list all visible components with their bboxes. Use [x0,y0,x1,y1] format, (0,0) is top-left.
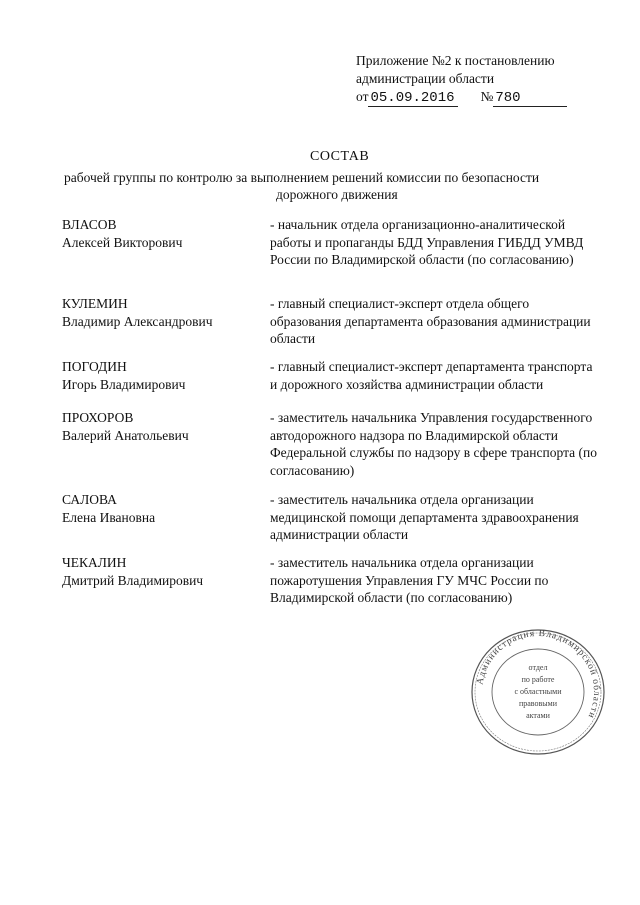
member-name [62,295,262,330]
appendix-line-1: Приложение №2 к постановлению [356,53,555,68]
member-given-name: Елена Ивановна [62,509,156,525]
member-surname: САЛОВА [62,492,117,507]
stamp-outer-text: Администрация Владимирской области [475,628,602,721]
decree-number: 780 [493,91,567,107]
member-given-name: Валерий Анатольевич [62,427,189,443]
stamp-inner-line: актами [526,711,550,720]
official-stamp [468,627,608,757]
member-role: - заместитель начальника Управления государственного автодорожного надзора по Владимирской области Федеральной службы по надзору в сфере транспорта (по согласованию) [270,410,597,478]
member-surname: КУЛЕМИН [62,296,128,311]
member-role: - главный специалист-эксперт отдела общего образования департамента образования администрации области [270,296,591,346]
stamp-inner-line: по работе [521,675,555,684]
appendix-date-line [356,88,616,107]
member-role: - начальник отдела организационно-аналитической работы и пропаганды БДД Управления ГИБДД УМВД России по Владимирской области (по согласованию) [270,217,584,267]
member-surname: ВЛАСОВ [62,217,117,232]
number-label: № [480,89,494,104]
stamp-inner-line: отдел [528,663,548,672]
from-label: от [356,89,369,104]
member-name [62,491,262,526]
member-given-name: Игорь Владимирович [62,376,186,392]
appendix-line-2: администрации области [356,71,495,86]
member-given-name: Владимир Александрович [62,313,213,329]
member-given-name: Дмитрий Владимирович [62,572,204,588]
member-role: - главный специалист-эксперт департамента транспорта и дорожного хозяйства администрации области [270,359,593,392]
member-surname: ЧЕКАЛИН [62,555,127,570]
decree-date: 05.09.2016 [368,91,458,107]
member-role: - заместитель начальника отдела организации медицинской помощи департамента здравоохранения администрации области [270,492,579,542]
member-role: - заместитель начальника отдела организации пожаротушения Управления ГУ МЧС России по Владимирской области (по согласованию) [270,555,549,605]
member-given-name: Алексей Викторович [62,234,183,250]
member-name [62,358,262,393]
stamp-inner-line: правовыми [518,699,558,708]
member-surname: ПОГОДИН [62,359,127,374]
title-heading: СОСТАВ [310,149,370,164]
member-name [62,409,262,444]
member-name [62,216,262,251]
member-name [62,554,262,589]
member-surname: ПРОХОРОВ [62,410,134,425]
stamp-seal-icon [468,627,608,757]
subtitle-line-2: дорожного движения [276,187,398,202]
title-subtitle [64,169,624,203]
subtitle-line-1: рабочей группы по контролю за выполнением решений комиссии по безопасности [64,170,540,185]
stamp-inner-line: с областными [514,687,562,696]
appendix-header [356,52,616,107]
